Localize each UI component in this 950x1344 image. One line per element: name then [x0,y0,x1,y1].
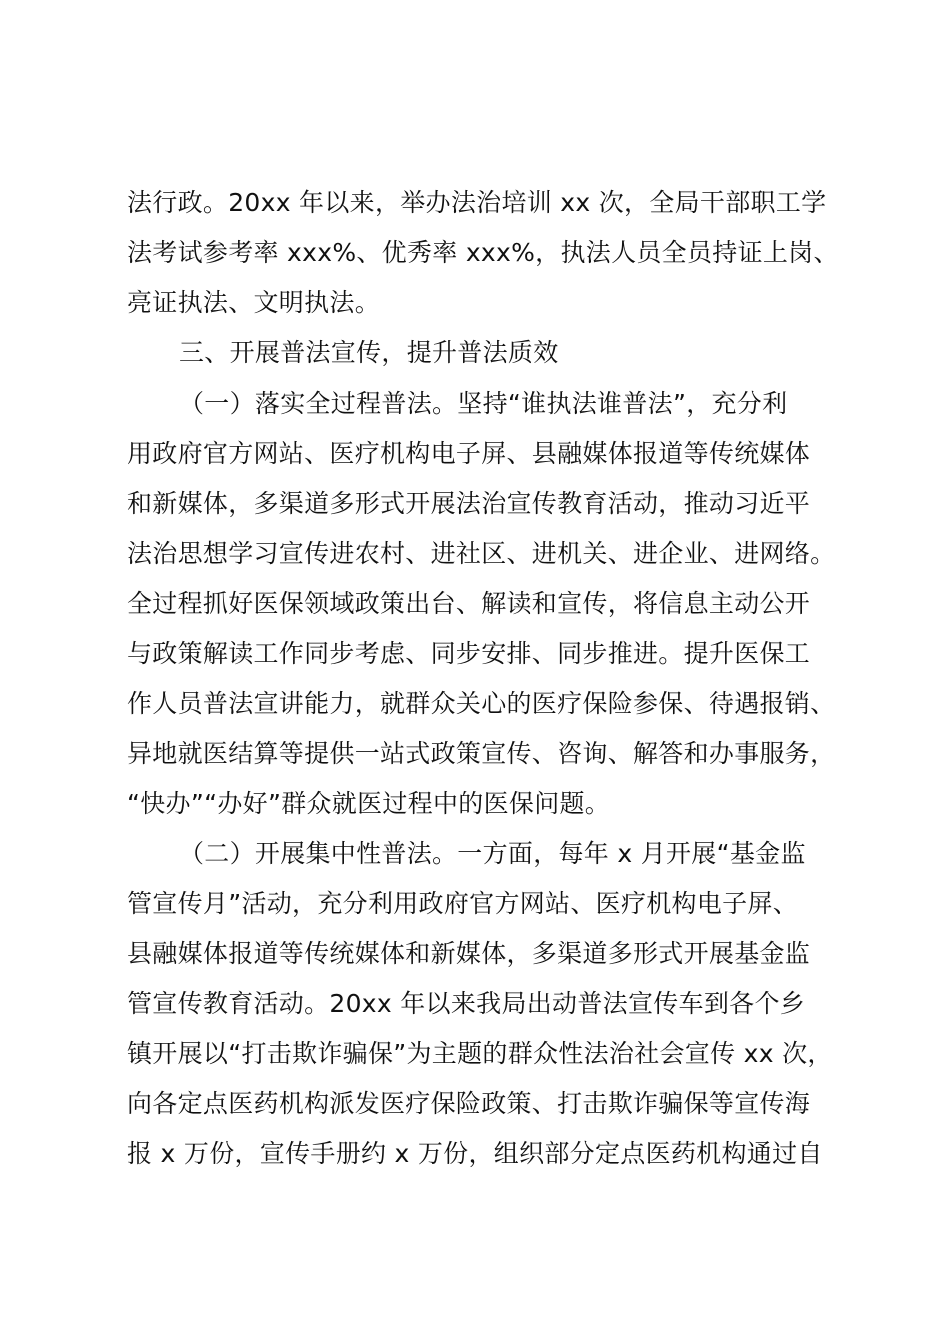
text-line: 镇开展以“打击欺诈骗保”为主题的群众性法治社会宣传 xx 次， [127,1039,833,1068]
text-line: 法考试参考率 xxx%、优秀率 xxx%，执法人员全员持证上岗、 [127,238,839,267]
text-line: 与政策解读工作同步考虑、同步安排、同步推进。提升医保工 [127,639,811,668]
text-line: 县融媒体报道等传统媒体和新媒体，多渠道多形式开展基金监 [127,939,811,968]
section-heading: 三、开展普法宣传，提升普法质效 [179,338,559,367]
text-line: 向各定点医药机构派发医疗保险政策、打击欺诈骗保等宣传海 [127,1089,811,1118]
text-line: 全过程抓好医保领域政策出台、解读和宣传，将信息主动公开 [127,589,811,618]
text-line: 作人员普法宣讲能力，就群众关心的医疗保险参保、待遇报销、 [127,689,836,718]
text-line: 亮证执法、文明执法。 [127,288,381,317]
text-line: 法治思想学习宣传进农村、进社区、进机关、进企业、进网络。 [127,539,836,568]
text-line: “快办”“办好”群众就医过程中的医保问题。 [127,789,611,818]
text-line: 法行政。20xx 年以来，举办法治培训 xx 次，全局干部职工学 [127,188,827,217]
text-line: 报 x 万份，宣传手册约 x 万份，组织部分定点医药机构通过自 [127,1139,823,1168]
text-line: 用政府官方网站、医疗机构电子屏、县融媒体报道等传统媒体 [127,439,811,468]
text-line: 管宣传教育活动。20xx 年以来我局出动普法宣传车到各个乡 [127,989,806,1018]
text-line: （一）落实全过程普法。坚持“谁执法谁普法”，充分利 [179,389,788,418]
text-line: 异地就医结算等提供一站式政策宣传、咨询、解答和办事服务， [127,739,836,768]
text-line: 管宣传月”活动，充分利用政府官方网站、医疗机构电子屏、 [127,889,799,918]
text-line: 和新媒体，多渠道多形式开展法治宣传教育活动，推动习近平 [127,489,811,518]
text-line: （二）开展集中性普法。一方面，每年 x 月开展“基金监 [179,839,806,868]
